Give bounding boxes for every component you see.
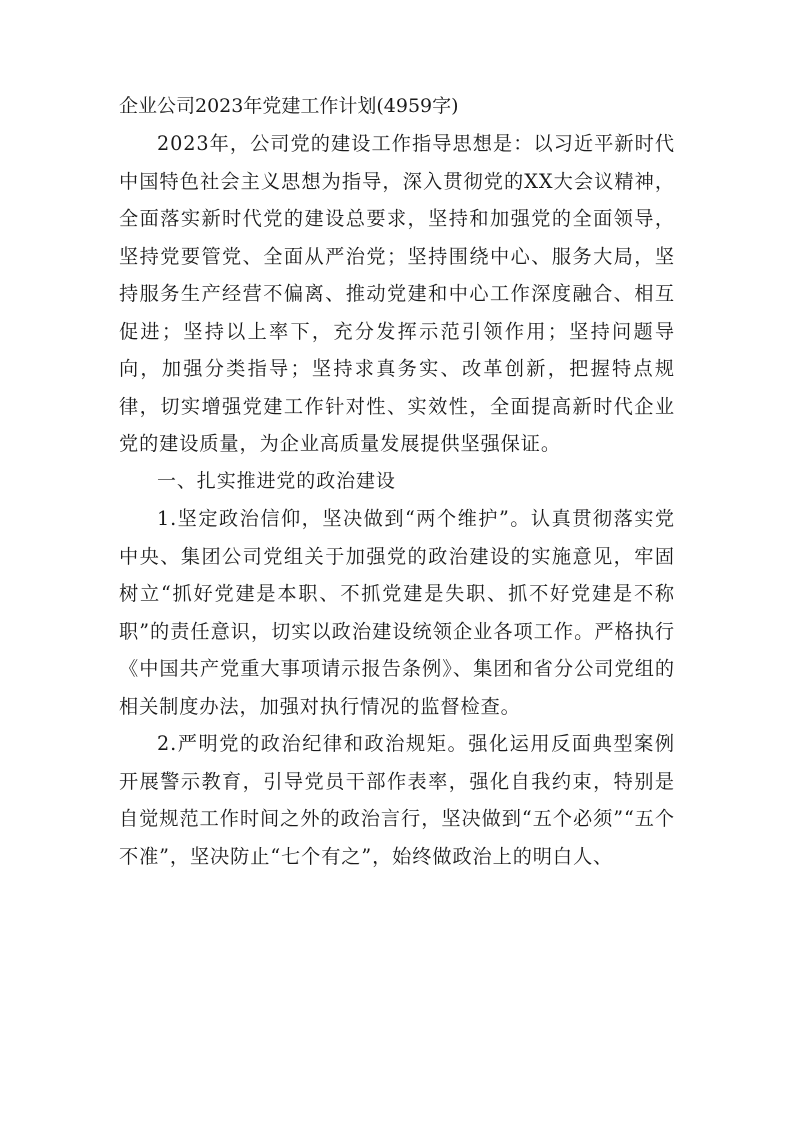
document-title: 企业公司2023年党建工作计划(4959字)	[119, 95, 459, 117]
section-paragraph-1: 1.坚定政治信仰，坚决做到“两个维护”。认真贯彻落实党中央、集团公司党组关于加强党的政治建设的实施意见，牢固树立“抓好党建是本职、不抓党建是失职、抓不好党建是不称职”的责任意识，切实以政治建设统领企业各项工作。严格执行《中国共产党重大事项请示报告条例》、集团和省分公司党组的相关制度办法，加强对执行情况的监督检查。	[119, 507, 675, 718]
guiding-ideology-paragraph: 2023年，公司党的建设工作指导思想是：以习近平新时代中国特色社会主义思想为指导，深入贯彻党的XX大会议精神，全面落实新时代党的建设总要求，坚持和加强党的全面领导，坚持党要管党、全面从严治党；坚持围绕中心、服务大局，坚持服务生产经营不偏离、推动党建和中心工作深度融合、相互促进；坚持以上率下，充分发挥示范引领作用；坚持问题导向，加强分类指导；坚持求真务实、改革创新，把握特点规律，切实增强党建工作针对性、实效性，全面提高新时代企业党的建设质量，为企业高质量发展提供坚强保证。	[119, 132, 675, 455]
section-paragraph-2: 2.严明党的政治纪律和政治规矩。强化运用反面典型案例开展警示教育，引导党员干部作表率，强化自我约束，特别是自觉规范工作时间之外的政治言行，坚决做到“五个必须”“五个不准”，坚决防止“七个有之”，始终做政治上的明白人、	[119, 732, 675, 868]
document-body	[119, 88, 675, 875]
section-heading-political-building: 一、扎实推进党的政治建设	[157, 469, 396, 492]
